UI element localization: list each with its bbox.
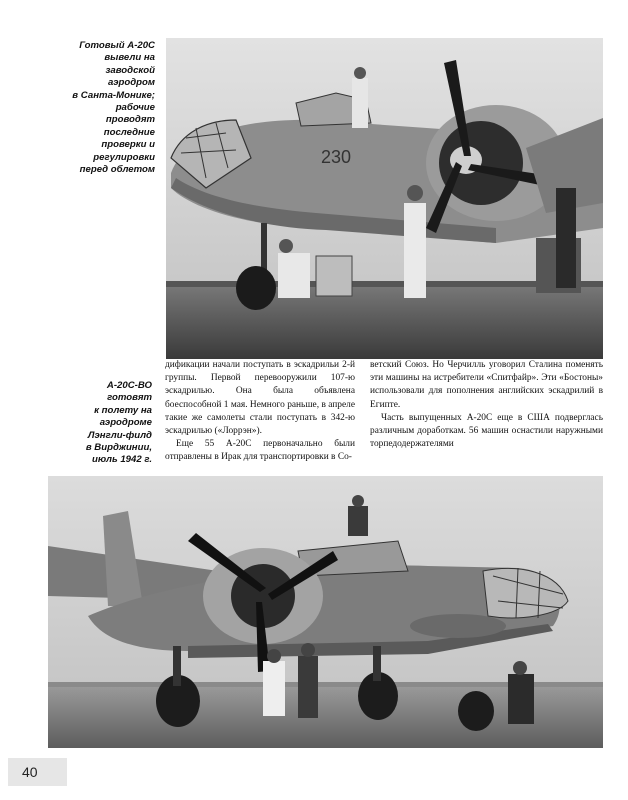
- text-column-left: [165, 359, 355, 465]
- tail-number: 230: [321, 147, 352, 167]
- paragraph: дификации начали поступать в эскадрильи 2-й группы. Первой перевооружили 107-ю эскадрилью. Она была объявлена боеспособной 1 мая. Немного раньше, в апреле такие же самолеты стали поступать в 342-ю эскадрилью («Лоррэн»).: [165, 360, 355, 437]
- page-number: 40: [22, 764, 38, 780]
- paragraph: Часть выпущенных А-20С еще в США подверглась различным доработкам. 56 машин оснастили наружными торпедодержателями: [370, 412, 603, 450]
- photo-caption-bottom: А-20С-ВО готовят к полету на аэродроме Лэнгли-филд в Вирджинии, июль 1942 г.: [85, 380, 152, 466]
- paragraph: ветский Союз. Но Черчилль уговорил Сталина поменять эти машины на истребители «Спитфайр». Эти «Бостоны» использовали для пополнения английских эскадрилий в Египте.: [370, 360, 603, 410]
- photo-caption-top: Готовый А-20С вывели на заводской аэродром в Санта-Монике; рабочие проводят последние проверки и регулировки перед облетом: [72, 40, 155, 176]
- text-column-right: [370, 359, 603, 451]
- photo-bottom-aircraft: [48, 476, 603, 748]
- photo-top-aircraft: [166, 38, 603, 359]
- paragraph: Еще 55 А-20С первоначально были отправлены в Ирак для транспортировки в Со-: [165, 439, 355, 463]
